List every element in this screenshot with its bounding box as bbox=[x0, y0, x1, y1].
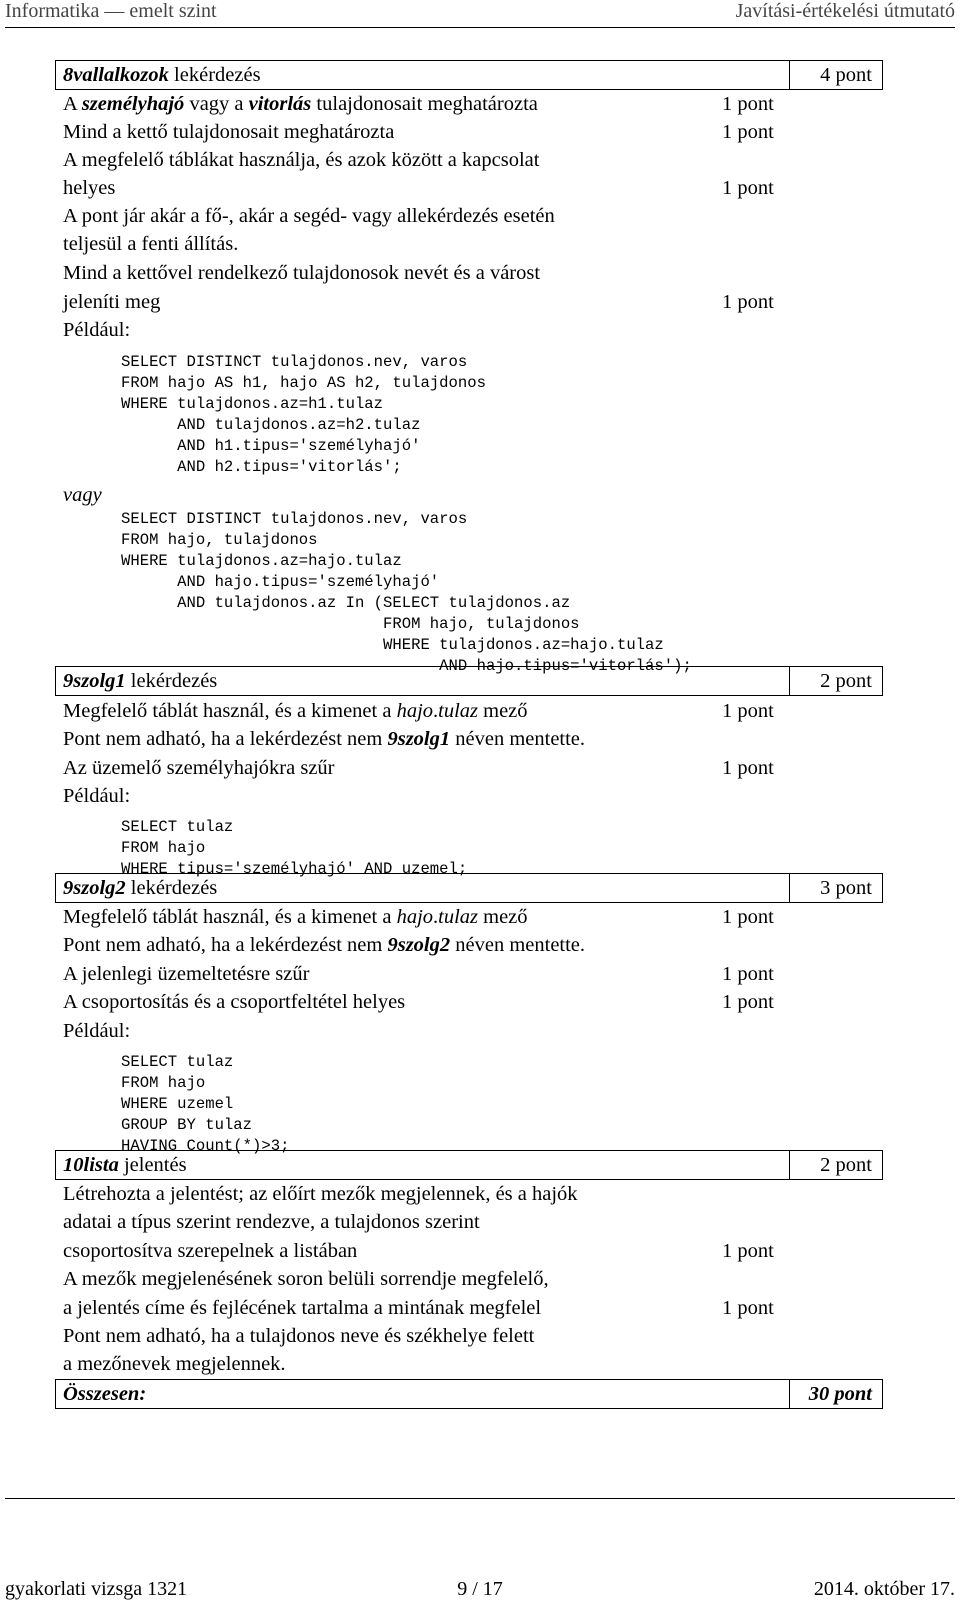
sql-code-line: WHERE tulajdonos.az=hajo.tulaz bbox=[121, 552, 402, 570]
summary-label: Összesen: bbox=[63, 1383, 147, 1405]
criterion-points: 1 pont bbox=[722, 991, 774, 1013]
sql-code-line: SELECT tulaz bbox=[121, 1053, 234, 1071]
criterion-points: 1 pont bbox=[722, 757, 774, 779]
summary-total-points: 30 pont bbox=[808, 1383, 872, 1405]
criterion-line: Létrehozta a jelentést; az előírt mezők megjelennek, és a hajók bbox=[63, 1183, 578, 1205]
section-total-points: 2 pont bbox=[820, 1154, 872, 1176]
sql-code-line: AND h1.tipus='személyhajó' bbox=[121, 437, 421, 455]
criterion-line: helyes bbox=[63, 177, 116, 199]
sql-code-line: FROM hajo AS h1, hajo AS h2, tulajdonos bbox=[121, 374, 486, 392]
criterion-points: 1 pont bbox=[722, 906, 774, 928]
criterion-line: A megfelelő táblákat használja, és azok között a kapcsolat bbox=[63, 149, 540, 171]
criterion-points: 1 pont bbox=[722, 700, 774, 722]
section-title-9szolg2: 9szolg2 lekérdezés bbox=[63, 877, 218, 899]
header-rule bbox=[5, 27, 955, 28]
criterion-note: A pont jár akár a fő-, akár a segéd- vagy allekérdezés esetén bbox=[63, 205, 555, 227]
criterion-points: 1 pont bbox=[722, 1297, 774, 1319]
criterion-points: 1 pont bbox=[722, 177, 774, 199]
example-label: Például: bbox=[63, 1020, 131, 1042]
criterion-line: A személyhajó vagy a vitorlás tulajdonosait meghatározta bbox=[63, 93, 538, 115]
footer-rule bbox=[5, 1498, 955, 1499]
sql-code-line: WHERE uzemel bbox=[121, 1095, 234, 1113]
footer-exam-code: gyakorlati vizsga 1321 bbox=[5, 1578, 188, 1600]
sql-code-line: GROUP BY tulaz bbox=[121, 1116, 253, 1134]
alternative-label: vagy bbox=[63, 484, 102, 506]
section-title-10lista: 10lista jelentés bbox=[63, 1154, 187, 1176]
sql-code-line: FROM hajo bbox=[121, 839, 206, 857]
footer-page-number: 9 / 17 bbox=[457, 1578, 503, 1600]
section-total-points: 3 pont bbox=[820, 877, 872, 899]
criterion-note: a mezőnevek megjelennek. bbox=[63, 1353, 286, 1375]
section-divider bbox=[789, 1150, 790, 1180]
criterion-note: Pont nem adható, ha a tulajdonos neve és székhelye felett bbox=[63, 1325, 535, 1347]
criterion-points: 1 pont bbox=[722, 963, 774, 985]
section-total-points: 2 pont bbox=[820, 670, 872, 692]
criterion-line: Megfelelő táblát használ, és a kimenet a hajo.tulaz mező bbox=[63, 700, 528, 722]
criterion-line: adatai a típus szerint rendezve, a tulajdonos szerint bbox=[63, 1211, 480, 1233]
sql-code-line: WHERE tulajdonos.az=hajo.tulaz bbox=[121, 636, 664, 654]
criterion-line: Az üzemelő személyhajókra szűr bbox=[63, 757, 335, 779]
sql-code-line: HAVING Count(*)>3; bbox=[121, 1137, 290, 1155]
sql-code-line: WHERE tulajdonos.az=h1.tulaz bbox=[121, 395, 384, 413]
criterion-line: csoportosítva szerepelnek a listában bbox=[63, 1240, 358, 1262]
criterion-note: teljesül a fenti állítás. bbox=[63, 233, 239, 255]
section-title-8vallalkozok: 8vallalkozok lekérdezés bbox=[63, 64, 261, 86]
sql-code-line: SELECT DISTINCT tulajdonos.nev, varos bbox=[121, 510, 468, 528]
example-label: Például: bbox=[63, 319, 131, 341]
criterion-line: A mezők megjelenésének soron belüli sorrendje megfelelő, bbox=[63, 1268, 549, 1290]
section-total-points: 4 pont bbox=[820, 64, 872, 86]
criterion-line: Mind a kettővel rendelkező tulajdonosok nevét és a várost bbox=[63, 262, 541, 284]
section-divider bbox=[789, 1379, 790, 1409]
criterion-points: 1 pont bbox=[722, 93, 774, 115]
sql-code-line: SELECT DISTINCT tulajdonos.nev, varos bbox=[121, 353, 468, 371]
criterion-points: 1 pont bbox=[722, 121, 774, 143]
criterion-line: Mind a kettő tulajdonosait meghatározta bbox=[63, 121, 395, 143]
sql-code-line: AND tulajdonos.az=h2.tulaz bbox=[121, 416, 421, 434]
footer-date: 2014. október 17. bbox=[813, 1578, 955, 1600]
criterion-line: a jelentés címe és fejlécének tartalma a mintának megfelel bbox=[63, 1297, 542, 1319]
header-subject: Informatika — emelt szint bbox=[5, 0, 217, 22]
criterion-points: 1 pont bbox=[722, 1240, 774, 1262]
sql-code-line: SELECT tulaz bbox=[121, 818, 234, 836]
header-doc-type: Javítási-értékelési útmutató bbox=[735, 0, 955, 22]
criterion-line: A jelenlegi üzemeltetésre szűr bbox=[63, 963, 310, 985]
sql-code-line: FROM hajo, tulajdonos bbox=[121, 531, 318, 549]
sql-code-line: FROM hajo bbox=[121, 1074, 206, 1092]
example-label: Például: bbox=[63, 785, 131, 807]
sql-code-line: WHERE tipus='személyhajó' AND uzemel; bbox=[121, 860, 468, 878]
criterion-line: Megfelelő táblát használ, és a kimenet a hajo.tulaz mező bbox=[63, 906, 528, 928]
sql-code-line: AND tulajdonos.az In (SELECT tulajdonos.az bbox=[121, 594, 571, 612]
sql-code-line: AND hajo.tipus='vitorlás'); bbox=[121, 657, 692, 675]
sql-code-line: AND hajo.tipus='személyhajó' bbox=[121, 573, 440, 591]
criterion-note: Pont nem adható, ha a lekérdezést nem 9szolg2 néven mentette. bbox=[63, 934, 586, 956]
criterion-points: 1 pont bbox=[722, 291, 774, 313]
sql-code-line: FROM hajo, tulajdonos bbox=[121, 615, 580, 633]
section-divider bbox=[789, 666, 790, 696]
section-divider bbox=[789, 873, 790, 903]
summary-box bbox=[55, 1379, 883, 1409]
section-divider bbox=[789, 60, 790, 90]
page-header bbox=[5, 0, 955, 24]
criterion-line: A csoportosítás és a csoportfeltétel helyes bbox=[63, 991, 406, 1013]
section-title-9szolg1: 9szolg1 lekérdezés bbox=[63, 670, 218, 692]
sql-code-line: AND h2.tipus='vitorlás'; bbox=[121, 458, 402, 476]
criterion-line: jeleníti meg bbox=[63, 291, 161, 313]
criterion-note: Pont nem adható, ha a lekérdezést nem 9szolg1 néven mentette. bbox=[63, 728, 586, 750]
